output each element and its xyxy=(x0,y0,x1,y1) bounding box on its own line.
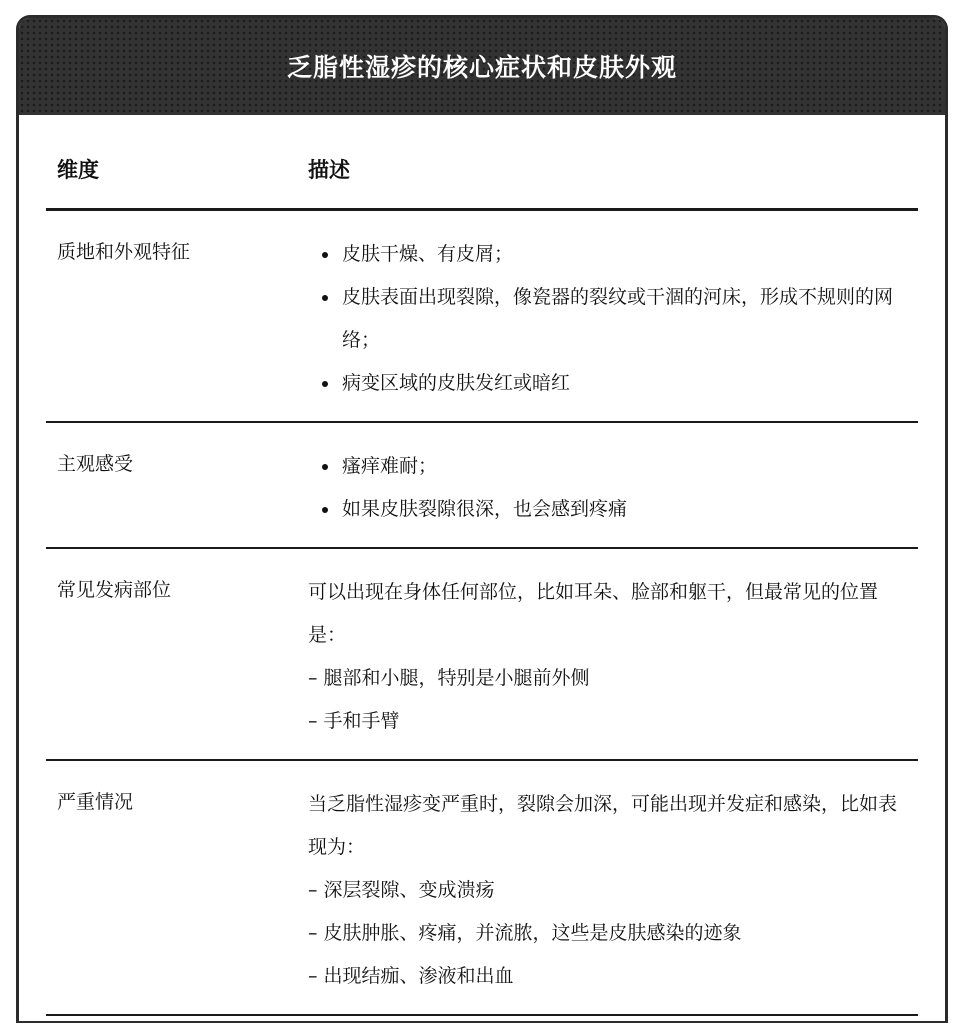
row-description xyxy=(308,760,918,1015)
bullet-item: 皮肤表面出现裂隙，像瓷器的裂纹或干涸的河床，形成不规则的网络； xyxy=(308,276,904,362)
bullet-list xyxy=(308,233,904,405)
row-dimension: 常见发病部位 xyxy=(46,548,308,760)
table-row xyxy=(46,760,918,1015)
description-intro: 当乏脂性湿疹变严重时，裂隙会加深，可能出现并发症和感染，比如表现为： xyxy=(308,792,898,858)
dash-item: – 出现结痂、渗液和出血 xyxy=(308,964,514,987)
header-description: 描述 xyxy=(308,115,918,209)
table-row xyxy=(46,422,918,548)
dash-item: – 手和手臂 xyxy=(308,709,400,732)
info-card xyxy=(16,15,948,1023)
row-dimension: 主观感受 xyxy=(46,422,308,548)
symptom-table xyxy=(46,115,918,1016)
dash-item: – 腿部和小腿，特别是小腿前外侧 xyxy=(308,666,590,689)
dash-item: – 皮肤肿胀、疼痛，并流脓，这些是皮肤感染的迹象 xyxy=(308,921,742,944)
row-dimension: 严重情况 xyxy=(46,760,308,1015)
bullet-item: 如果皮肤裂隙很深，也会感到疼痛 xyxy=(308,488,904,531)
card-header xyxy=(19,18,945,115)
card-title: 乏脂性湿疹的核心症状和皮肤外观 xyxy=(286,52,677,82)
row-description xyxy=(308,422,918,548)
bullet-item: 病变区域的皮肤发红或暗红 xyxy=(308,362,904,405)
header-dimension: 维度 xyxy=(46,115,308,209)
bullet-item: 皮肤干燥、有皮屑； xyxy=(308,233,904,276)
description-intro: 可以出现在身体任何部位，比如耳朵、脸部和躯干，但最常见的位置是： xyxy=(308,580,879,646)
row-description xyxy=(308,548,918,760)
row-dimension: 质地和外观特征 xyxy=(46,209,308,422)
table-row xyxy=(46,548,918,760)
row-description xyxy=(308,209,918,422)
table-header-row xyxy=(46,115,918,209)
table-row xyxy=(46,209,918,422)
dash-item: – 深层裂隙、变成溃疡 xyxy=(308,878,495,901)
bullet-item: 瘙痒难耐； xyxy=(308,445,904,488)
bullet-list xyxy=(308,445,904,531)
